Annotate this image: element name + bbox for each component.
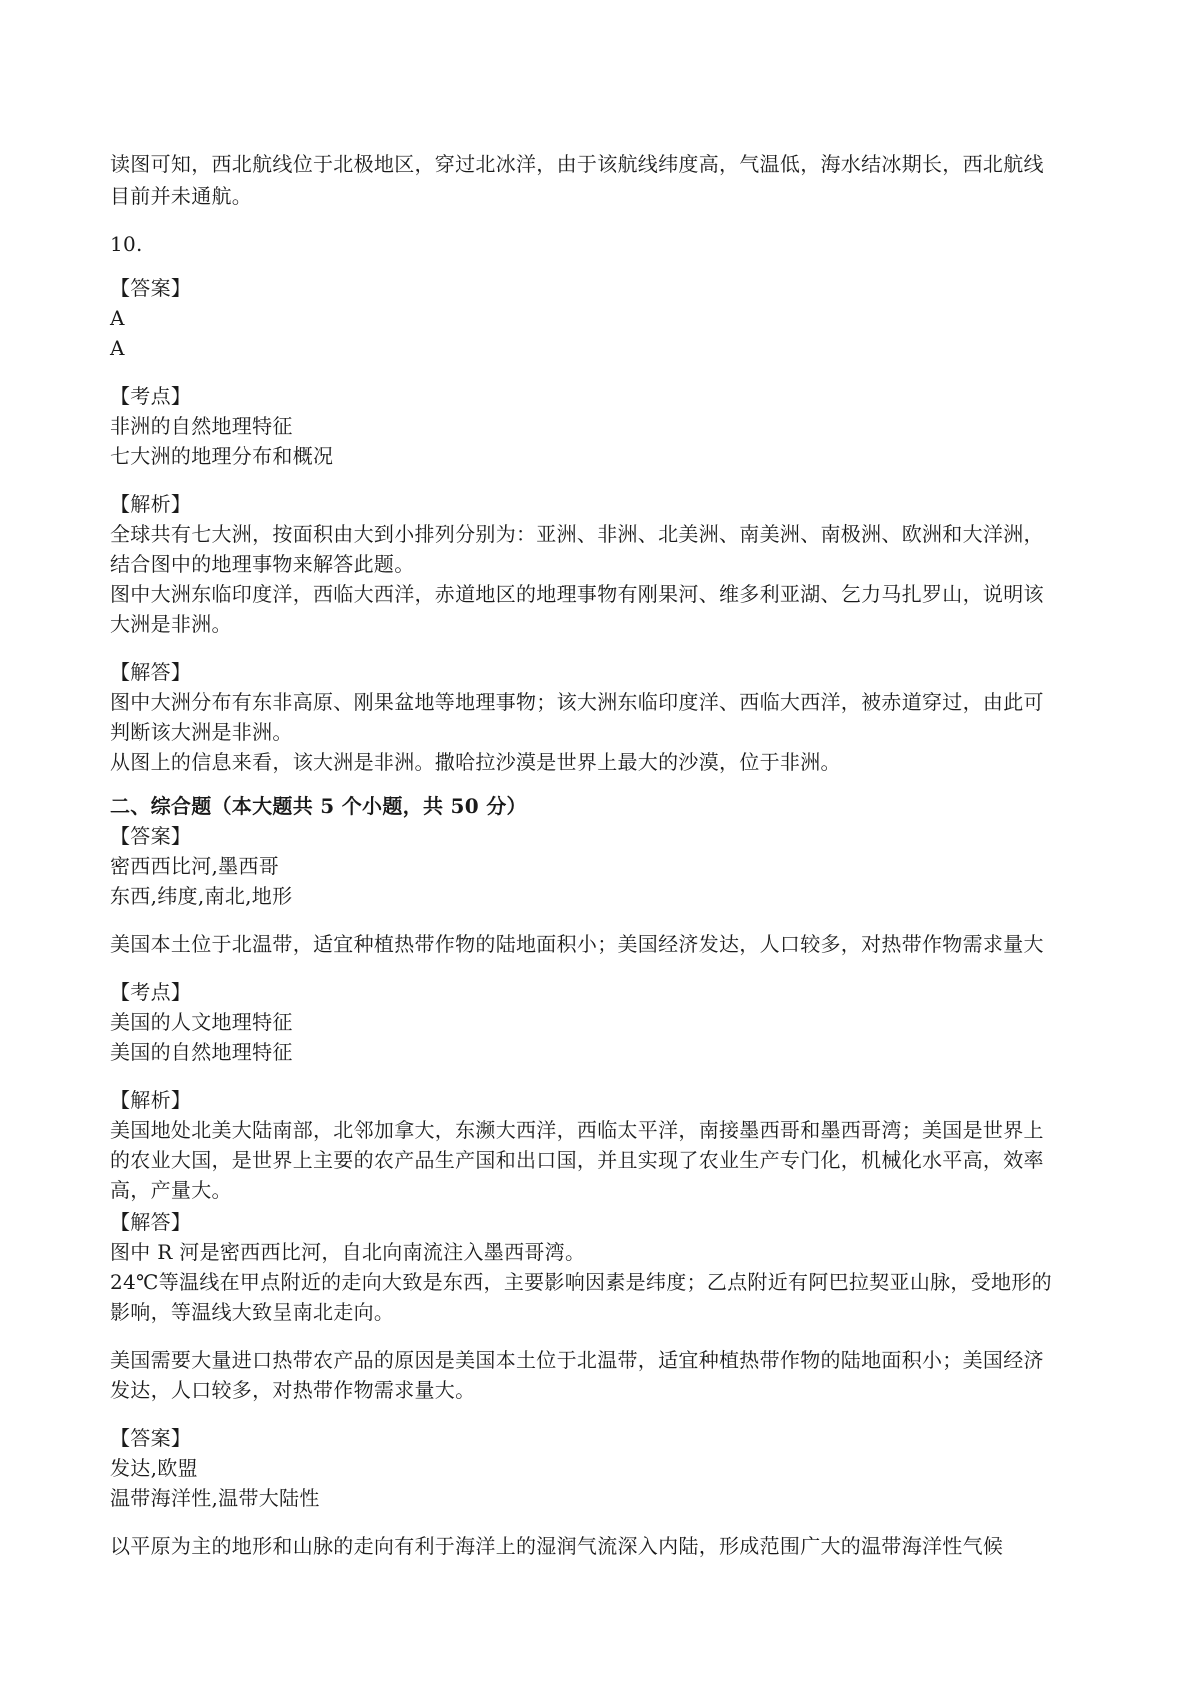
jiexi-line: 图中大洲东临印度洋，西临大西洋，赤道地区的地理事物有刚果河、维多利亚湖、乞力马扎罗山，说明该: [110, 582, 1044, 606]
jiexi-line: 高，产量大。: [110, 1178, 232, 1202]
jiexi-line: 全球共有七大洲，按面积由大到小排列分别为：亚洲、非洲、北美洲、南美洲、南极洲、欧洲和大洋洲，: [110, 522, 1044, 546]
jieda-line: 图中大洲分布有东非高原、刚果盆地等地理事物；该大洲东临印度洋、西临大西洋，被赤道穿过，由此可: [110, 690, 1044, 714]
kaodian-item: 美国的人文地理特征: [110, 1010, 293, 1034]
kaodian-item: 七大洲的地理分布和概况: [110, 444, 334, 468]
section-heading: 二、综合题（本大题共 5 个小题，共 50 分）: [110, 794, 527, 818]
answer-value: 东西,纬度,南北,地形: [110, 884, 293, 908]
answer-value: 温带海洋性,温带大陆性: [110, 1486, 320, 1510]
jieda-line: 从图上的信息来看，该大洲是非洲。撒哈拉沙漠是世界上最大的沙漠，位于非洲。: [110, 750, 841, 774]
kaodian-label: 【考点】: [110, 980, 192, 1004]
question-number: 10.: [110, 232, 143, 256]
q9-explanation-line: 读图可知，西北航线位于北极地区，穿过北冰洋，由于该航线纬度高，气温低，海水结冰期长，西北航线: [110, 152, 1044, 176]
jieda-line: 发达，人口较多，对热带作物需求量大。: [110, 1378, 476, 1402]
jiexi-line: 大洲是非洲。: [110, 612, 232, 636]
answer-label: 【答案】: [110, 1426, 192, 1450]
kaodian-label: 【考点】: [110, 384, 192, 408]
q9-explanation-line: 目前并未通航。: [110, 184, 253, 208]
jiexi-label: 【解析】: [110, 492, 192, 516]
answer-value: 密西西比河,墨西哥: [110, 854, 280, 878]
jiexi-label: 【解析】: [110, 1088, 192, 1112]
jiexi-line: 结合图中的地理事物来解答此题。: [110, 552, 415, 576]
jiexi-line: 美国地处北美大陆南部，北邻加拿大，东濒大西洋，西临太平洋，南接墨西哥和墨西哥湾；美国是世界上: [110, 1118, 1044, 1142]
answer-value: 发达,欧盟: [110, 1456, 198, 1480]
jieda-line: 影响，等温线大致呈南北走向。: [110, 1300, 395, 1324]
kaodian-item: 非洲的自然地理特征: [110, 414, 293, 438]
answer-value: 以平原为主的地形和山脉的走向有利于海洋上的湿润气流深入内陆，形成范围广大的温带海洋性气候: [110, 1534, 1004, 1558]
jieda-line: 判断该大洲是非洲。: [110, 720, 293, 744]
kaodian-item: 美国的自然地理特征: [110, 1040, 293, 1064]
answer-label: 【答案】: [110, 276, 192, 300]
answer-value: 美国本土位于北温带，适宜种植热带作物的陆地面积小；美国经济发达，人口较多，对热带作物需求量大: [110, 932, 1044, 956]
answer-value: A: [110, 336, 125, 360]
jieda-line: 图中 R 河是密西西比河，自北向南流注入墨西哥湾。: [110, 1240, 586, 1264]
jieda-label: 【解答】: [110, 660, 192, 684]
jieda-label: 【解答】: [110, 1210, 192, 1234]
jiexi-line: 的农业大国，是世界上主要的农产品生产国和出口国，并且实现了农业生产专门化，机械化水平高，效率: [110, 1148, 1044, 1172]
answer-value: A: [110, 306, 125, 330]
jieda-line: 24℃等温线在甲点附近的走向大致是东西，主要影响因素是纬度；乙点附近有阿巴拉契亚山脉，受地形的: [110, 1270, 1052, 1294]
jieda-line: 美国需要大量进口热带农产品的原因是美国本土位于北温带，适宜种植热带作物的陆地面积小；美国经济: [110, 1348, 1044, 1372]
answer-label: 【答案】: [110, 824, 192, 848]
